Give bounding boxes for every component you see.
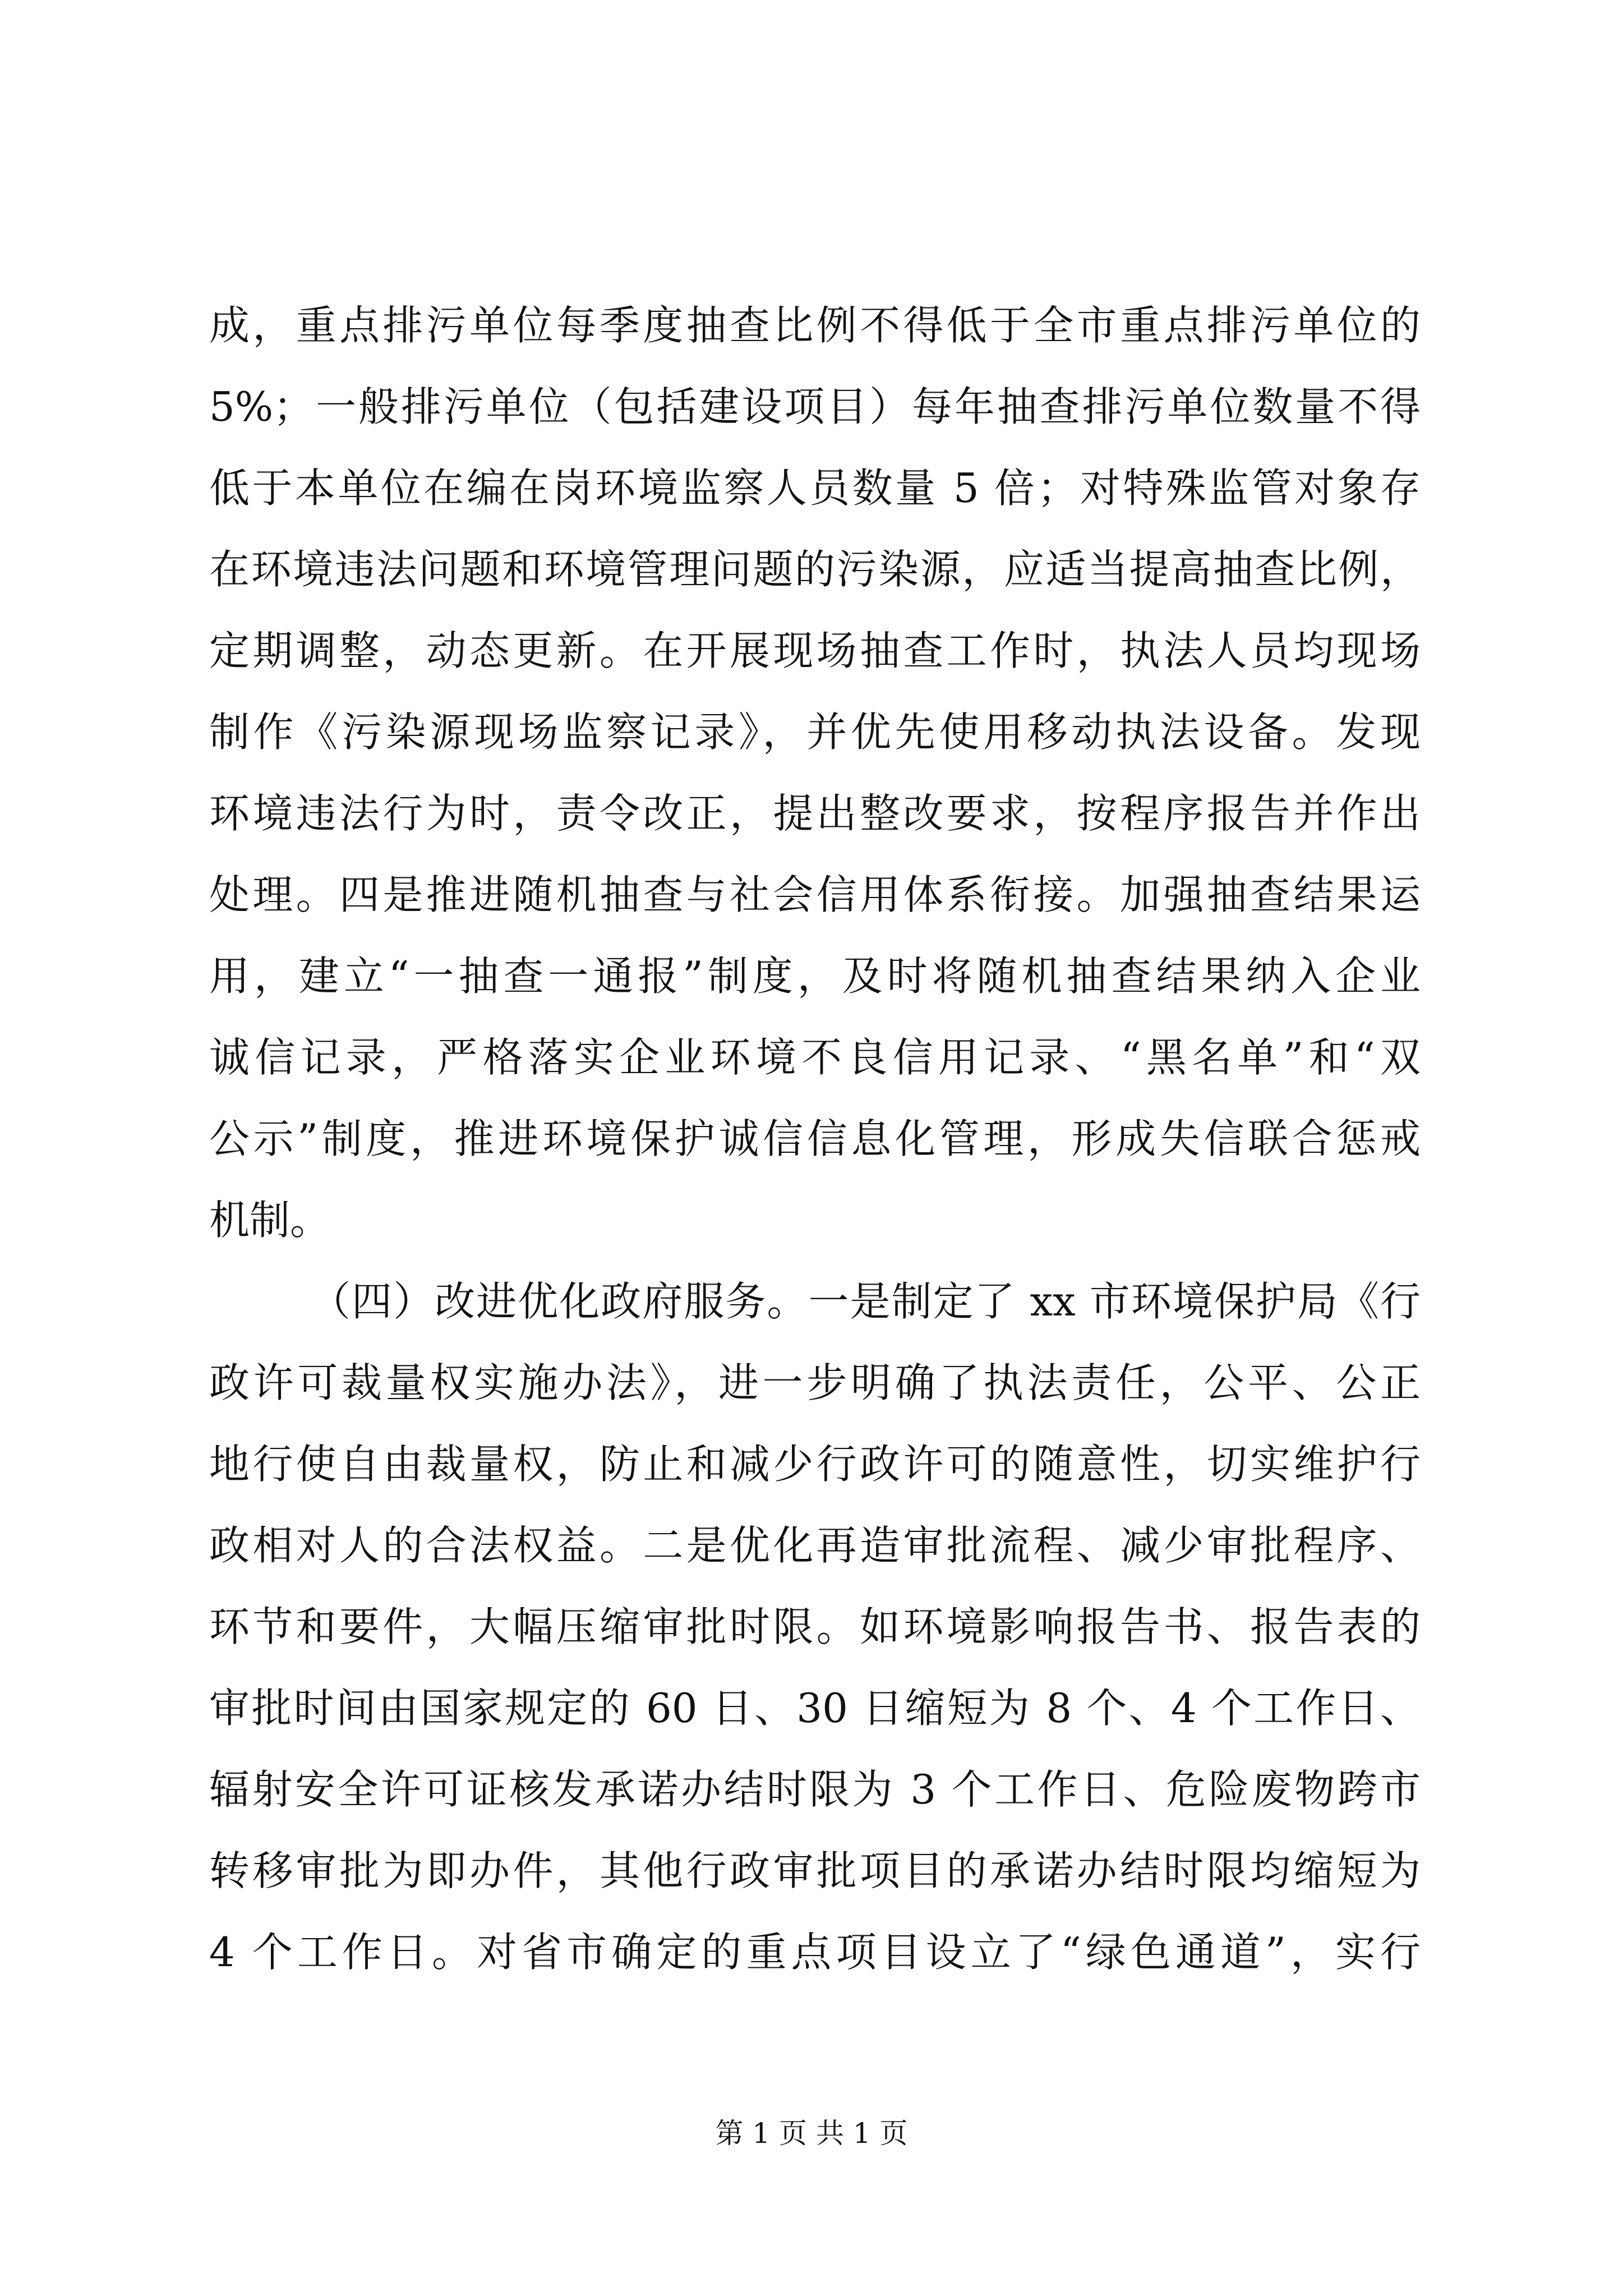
text-line: 转移审批为即办件，其他行政审批项目的承诺办结时限均缩短为 [209, 1847, 1421, 1894]
text-line: 用，建立“一抽查一通报”制度，及时将随机抽查结果纳入企业 [209, 953, 1421, 1000]
text-line: 审批时间由国家规定的 60 日、30 日缩短为 8 个、4 个工作日、 [209, 1685, 1421, 1732]
text-line: 在环境违法问题和环境管理问题的污染源，应适当提高抽查比例， [209, 546, 1421, 593]
page-number-footer: 第 1 页 共 1 页 [715, 2117, 908, 2150]
text-line: 制作《污染源现场监察记录》，并优先使用移动执法设备。发现 [209, 708, 1421, 756]
text-line: 环节和要件，大幅压缩审批时限。如环境影响报告书、报告表的 [209, 1603, 1421, 1650]
text-line: 机制。 [209, 1197, 331, 1244]
text-line: 处理。四是推进随机抽查与社会信用体系衔接。加强抽查结果运 [209, 871, 1421, 918]
text-line: 地行使自由裁量权，防止和减少行政许可的随意性，切实维护行 [209, 1441, 1421, 1488]
text-line: 环境违法行为时，责令改正，提出整改要求，按程序报告并作出 [209, 790, 1421, 837]
text-line: 诚信记录，严格落实企业环境不良信用记录、“黑名单”和“双 [209, 1034, 1421, 1081]
text-line: 辐射安全许可证核发承诺办结时限为 3 个工作日、危险废物跨市 [209, 1766, 1421, 1813]
text-line: 政许可裁量权实施办法》，进一步明确了执法责任，公平、公正 [209, 1359, 1421, 1406]
text-line: 低于本单位在编在岗环境监察人员数量 5 倍；对特殊监管对象存 [209, 464, 1421, 512]
text-line: 公示”制度，推进环境保护诚信信息化管理，形成失信联合惩戒 [209, 1115, 1421, 1162]
text-line: 成，重点排污单位每季度抽查比例不得低于全市重点排污单位的 [209, 302, 1421, 349]
text-line: （四）改进优化政府服务。一是制定了 xx 市环境保护局《行 [310, 1278, 1421, 1325]
text-line: 定期调整，动态更新。在开展现场抽查工作时，执法人员均现场 [209, 627, 1421, 674]
text-line: 4 个工作日。对省市确定的重点项目设立了“绿色通道”，实行 [209, 1929, 1421, 1976]
text-line: 政相对人的合法权益。二是优化再造审批流程、减少审批程序、 [209, 1522, 1421, 1569]
text-line: 5%；一般排污单位（包括建设项目）每年抽查排污单位数量不得 [209, 383, 1421, 430]
